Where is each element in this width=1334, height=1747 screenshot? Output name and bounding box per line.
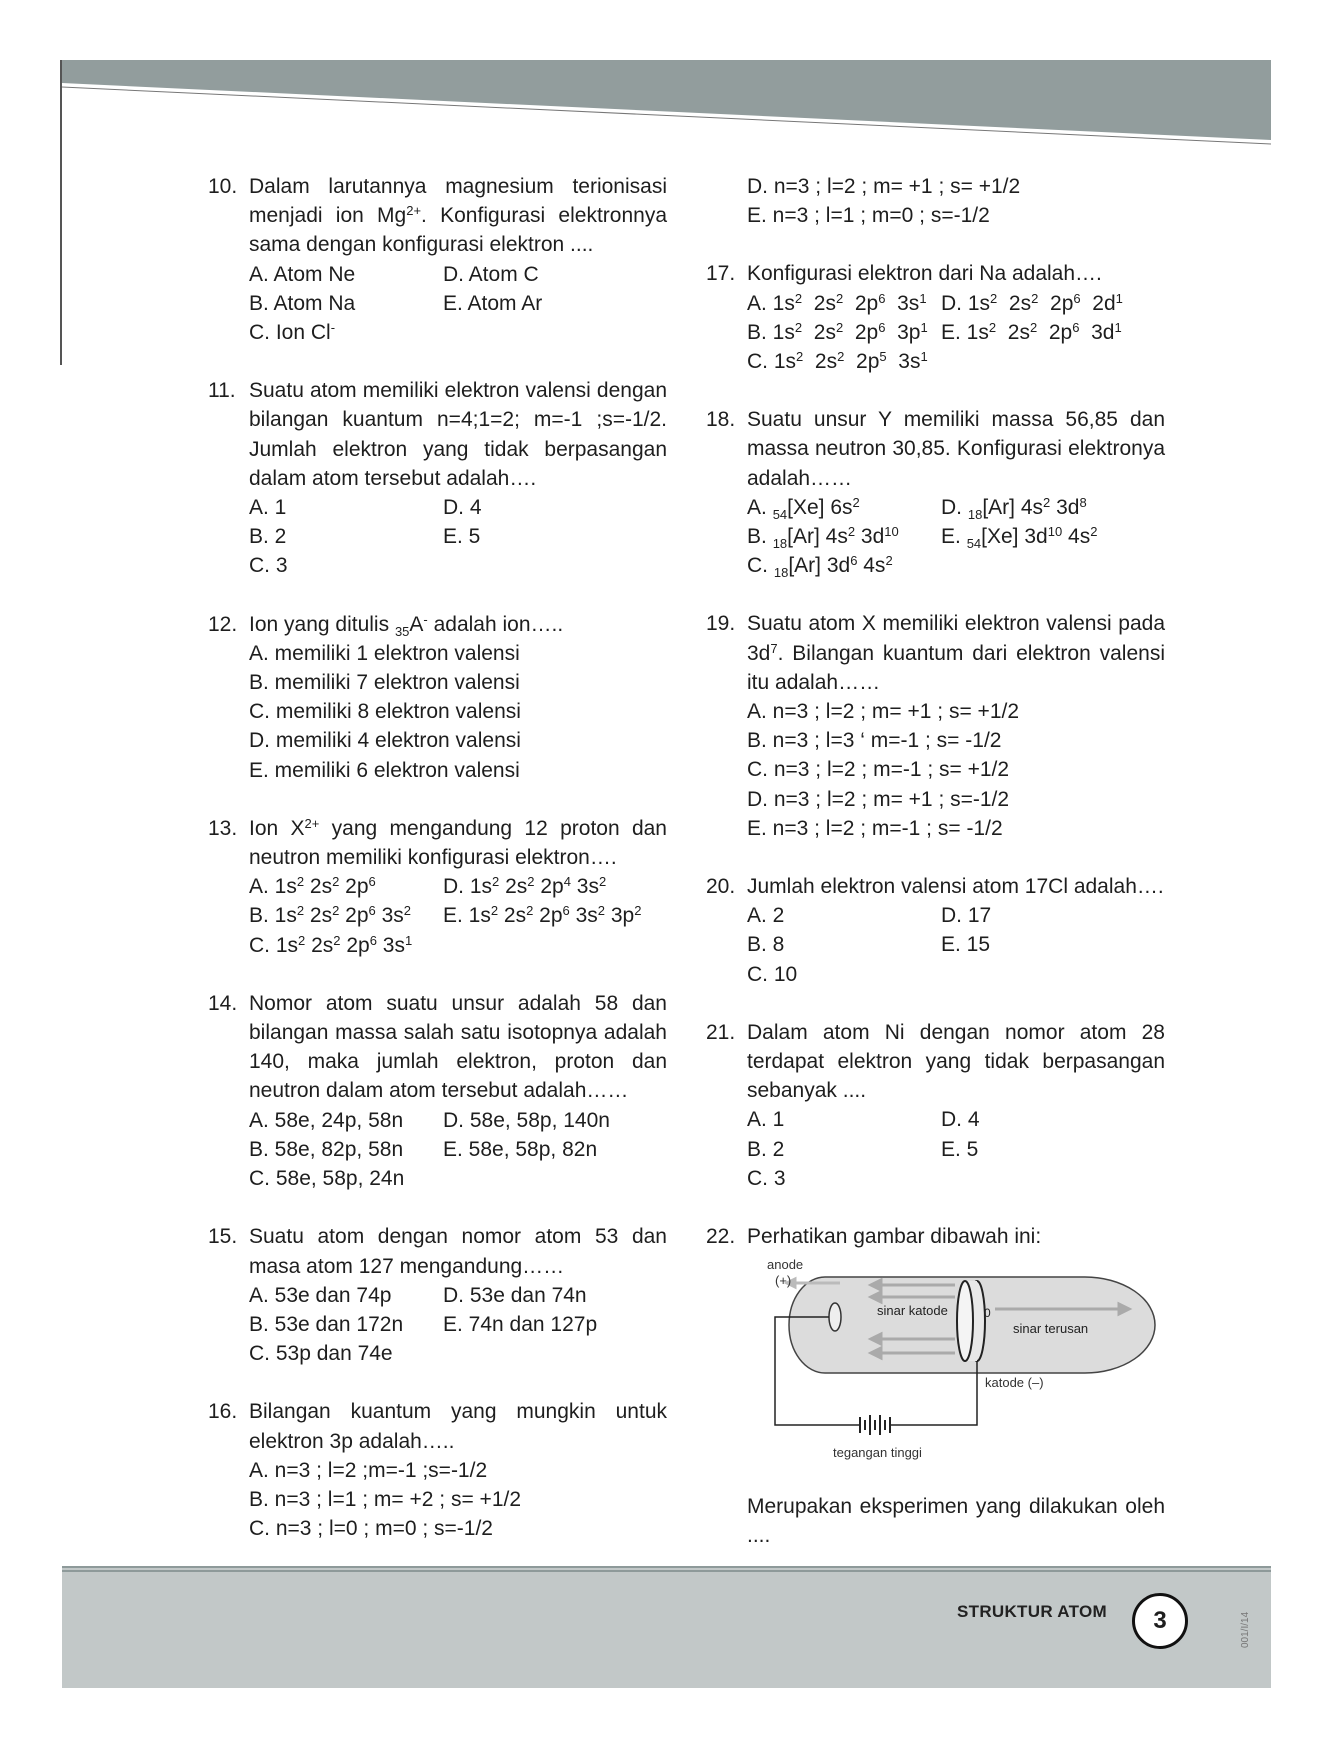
- question-20: [706, 872, 1165, 989]
- question-number: 13.: [208, 816, 238, 840]
- answer-option: E. Atom Ar: [443, 291, 543, 315]
- question-stem: Dalam larutannya magnesium terionisasi menjadi ion $Mg^{2+}$. Konfigurasi elektronnya sama dengan konfigurasi elektron ....: [249, 175, 667, 257]
- canal-rays-label: sinar terusan: [1013, 1321, 1089, 1337]
- answer-option: B. $_{18}$[Ar] $4s^2$ $3d^{10}$: [747, 524, 899, 552]
- page-number: 3: [1132, 1593, 1188, 1649]
- right-column: [706, 172, 1165, 1579]
- answer-option: B. $1s^2$ $2s^2$ $2p^6$ $3s^2$: [249, 903, 412, 928]
- answer-option: E. 15: [941, 933, 991, 957]
- answer-options: [249, 872, 667, 960]
- anode-sign-label: (+): [775, 1273, 792, 1289]
- answer-options: [249, 1106, 667, 1194]
- question-17: [706, 259, 1165, 376]
- question-number: 17.: [706, 262, 736, 286]
- cathode-ray-tube-figure: [745, 1257, 1165, 1477]
- question-11: [208, 376, 667, 580]
- question-21: [706, 1018, 1165, 1193]
- answer-option: C. 53p dan 74e: [249, 1342, 393, 1366]
- answer-option: E. $_{54}$[Xe] $3d^{10}$ $4s^2$: [941, 524, 1098, 552]
- question-number: 12.: [208, 612, 238, 636]
- question-stem: Suatu atom dengan nomor atom 53 dan masa atom 127 mengandung……: [249, 1225, 667, 1278]
- question-stem: Nomor atom suatu unsur adalah 58 dan bilangan massa salah satu isotopnya adalah 140, maka jumlah elektron, proton dan neutron dalam atom tersebut adalah……: [249, 991, 667, 1103]
- question-stem: Ion $X^{2+}$ yang mengandung 12 proton dan neutron memiliki konfigurasi elektron….: [249, 815, 667, 870]
- answer-options: [747, 1105, 1165, 1193]
- question-stem: Suatu atom X memiliki elektron valensi pada $3d^7$. Bilangan kuantum dari elektron valensi itu adalah……: [747, 612, 1165, 694]
- question-19: [706, 609, 1165, 843]
- answer-option: A. memiliki 1 elektron valensi: [249, 641, 520, 665]
- question-stem: Ion yang ditulis $_{35}$A- adalah ion…..: [249, 611, 564, 639]
- answer-options: [249, 639, 667, 785]
- answer-option: D. 17: [941, 904, 992, 928]
- anode-label: anode: [767, 1257, 804, 1273]
- answer-option: D. 53e dan 74n: [443, 1283, 587, 1307]
- footer-band: [62, 1566, 1271, 1688]
- document-code: 001/I/14: [1240, 1611, 1251, 1648]
- answer-option: D. 4: [443, 496, 482, 520]
- question-stem: Suatu unsur Y memiliki massa 56,85 dan massa neutron 30,85. Konfigurasi elektronya adalah……: [747, 408, 1165, 490]
- answer-option: C. 10: [747, 962, 798, 986]
- answer-option: A. Atom Ne: [249, 262, 356, 286]
- answer-option: D. Atom C: [443, 262, 539, 286]
- answer-option: A. n=3 ; l=2 ; m= +1 ; s= +1/2: [747, 700, 1020, 724]
- question-16: [208, 1397, 667, 1543]
- answer-options: [249, 493, 667, 581]
- answer-option: D. 58e, 58p, 140n: [443, 1108, 610, 1132]
- answer-option: E. 58e, 58p, 82n: [443, 1137, 598, 1161]
- answer-option: B. 2: [249, 525, 287, 549]
- answer-option: D. n=3 ; l=2 ; m= +1 ; s= +1/2: [747, 175, 1021, 198]
- answer-option: B. 58e, 82p, 58n: [249, 1137, 404, 1161]
- question-10: [208, 172, 667, 347]
- answer-option: D. n=3 ; l=2 ; m= +1 ; s=-1/2: [747, 787, 1010, 811]
- answer-option: D. $1s^2$ $2s^2$ $2p^4$ $3s^2$: [443, 874, 607, 899]
- answer-option: B. n=3 ; l=3 ‘ m=-1 ; s= -1/2: [747, 729, 1002, 753]
- answer-options: [747, 493, 1165, 581]
- question-number: 18.: [706, 408, 736, 432]
- cathode-label: katode (–): [985, 1375, 1044, 1391]
- question-stem: Bilangan kuantum yang mungkin untuk elektron 3p adalah…..: [249, 1400, 667, 1453]
- answer-option: E. $1s^2$ $2s^2$ $2p^6$ $3d^1$: [941, 319, 1122, 344]
- answer-option: C. $1s^2$ $2s^2$ $2p^6$ $3s^1$: [249, 932, 413, 957]
- cathode-hole-label: 0: [984, 1306, 991, 1321]
- cathode-rays-label: sinar katode: [877, 1303, 948, 1319]
- answer-option: B. n=3 ; l=1 ; m= +2 ; s= +1/2: [249, 1487, 522, 1511]
- answer-option: E. n=3 ; l=1 ; m=0 ; s=-1/2: [747, 204, 990, 228]
- question-22: [706, 1222, 1165, 1550]
- question-18: [706, 405, 1165, 580]
- question-15: [208, 1222, 667, 1368]
- answer-option: C. $1s^2$ $2s^2$ $2p^5$ $3s^1$: [747, 349, 928, 374]
- answer-option: D. 4: [941, 1108, 980, 1132]
- question-stem: Suatu atom memiliki elektron valensi dengan bilangan kuantum n=4;1=2; m=-1 ;s=-1/2. Jumlah elektron yang tidak berpasangan dalam atom tersebut adalah….: [249, 379, 667, 490]
- answer-option: B. 8: [747, 933, 785, 957]
- question-stem: Perhatikan gambar dibawah ini:: [747, 1225, 1042, 1249]
- answer-option: C. $_{18}$[Ar] $3d^6$ $4s^2$: [747, 553, 893, 581]
- question-cont: [706, 172, 1165, 230]
- question-number: 15.: [208, 1225, 238, 1249]
- answer-option: A. 1: [249, 496, 287, 520]
- answer-options: [249, 260, 667, 348]
- answer-option: A. 58e, 24p, 58n: [249, 1108, 404, 1132]
- answer-option: C. 3: [249, 554, 288, 578]
- answer-option: A. 2: [747, 904, 785, 928]
- question-stem: Konfigurasi elektron dari Na adalah….: [747, 262, 1102, 286]
- answer-option: C. n=3 ; l=0 ; m=0 ; s=-1/2: [249, 1517, 493, 1541]
- question-number: 22.: [706, 1225, 736, 1249]
- answer-option: A. 1: [747, 1108, 785, 1132]
- answer-option: D. $1s^2$ $2s^2$ $2p^6$ $2d^1$: [941, 290, 1123, 315]
- answer-option: B. memiliki 7 elektron valensi: [249, 671, 520, 695]
- question-14: [208, 989, 667, 1193]
- answer-option: E. n=3 ; l=2 ; m=-1 ; s= -1/2: [747, 816, 1003, 840]
- answer-option: E. 74n dan 127p: [443, 1312, 598, 1336]
- question-number: 21.: [706, 1020, 736, 1044]
- answer-option: C. 58e, 58p, 24n: [249, 1167, 405, 1191]
- answer-options: [249, 1456, 667, 1544]
- question-12: [208, 610, 667, 785]
- answer-option: E. $1s^2$ $2s^2$ $2p^6$ $3s^2$ $3p^2$: [443, 903, 642, 928]
- answer-option: B. 53e dan 172n: [249, 1312, 404, 1336]
- answer-option: B. 2: [747, 1137, 785, 1161]
- left-margin-rule: [60, 60, 62, 365]
- question-stem: Dalam atom Ni dengan nomor atom 28 terdapat elektron yang tidak berpasangan sebanyak ....: [747, 1020, 1165, 1103]
- answer-options: [747, 289, 1165, 377]
- question-number: 19.: [706, 612, 736, 636]
- answer-option: C. Ion Cl-: [249, 320, 336, 345]
- answer-options: [747, 901, 1165, 989]
- question-stem: Jumlah elektron valensi atom 17Cl adalah….: [747, 875, 1164, 899]
- question-13: [208, 814, 667, 960]
- footer-title: STRUKTUR ATOM: [957, 1602, 1107, 1621]
- answer-option: A. n=3 ; l=2 ;m=-1 ;s=-1/2: [249, 1458, 488, 1482]
- answer-option: B. $1s^2$ $2s^2$ $2p^6$ $3p^1$: [747, 319, 928, 344]
- answer-options: [249, 1281, 667, 1369]
- answer-option: A. $_{54}$[Xe] $6s^2$: [747, 494, 860, 522]
- answer-option: D. memiliki 4 elektron valensi: [249, 729, 521, 753]
- answer-options: [747, 172, 1165, 230]
- answer-option: C. memiliki 8 elektron valensi: [249, 700, 521, 724]
- answer-option: A. $1s^2$ $2s^2$ $2p^6$: [249, 874, 376, 899]
- answer-option: E. memiliki 6 elektron valensi: [249, 758, 520, 782]
- question-number: 11.: [208, 379, 236, 403]
- question-number: 20.: [706, 875, 736, 899]
- question-followup: Merupakan eksperimen yang dilakukan oleh ....: [747, 1494, 1165, 1547]
- question-number: 10.: [208, 175, 238, 198]
- answer-option: A. $1s^2$ $2s^2$ $2p^6$ $3s^1$: [747, 290, 927, 315]
- left-column: [208, 172, 667, 1572]
- answer-option: C. 3: [747, 1166, 786, 1190]
- voltage-label: tegangan tinggi: [833, 1445, 922, 1461]
- answer-option: C. n=3 ; l=2 ; m=-1 ; s= +1/2: [747, 758, 1010, 782]
- answer-option: B. Atom Na: [249, 291, 356, 315]
- question-number: 14.: [208, 991, 238, 1015]
- answer-option: A. 53e dan 74p: [249, 1283, 392, 1307]
- answer-option: E. 5: [941, 1137, 979, 1161]
- header-band: [62, 60, 1271, 146]
- question-number: 16.: [208, 1400, 238, 1424]
- answer-option: E. 5: [443, 525, 481, 549]
- answer-options: [747, 697, 1165, 843]
- answer-option: D. $_{18}$[Ar] $4s^2$ $3d^8$: [941, 494, 1087, 522]
